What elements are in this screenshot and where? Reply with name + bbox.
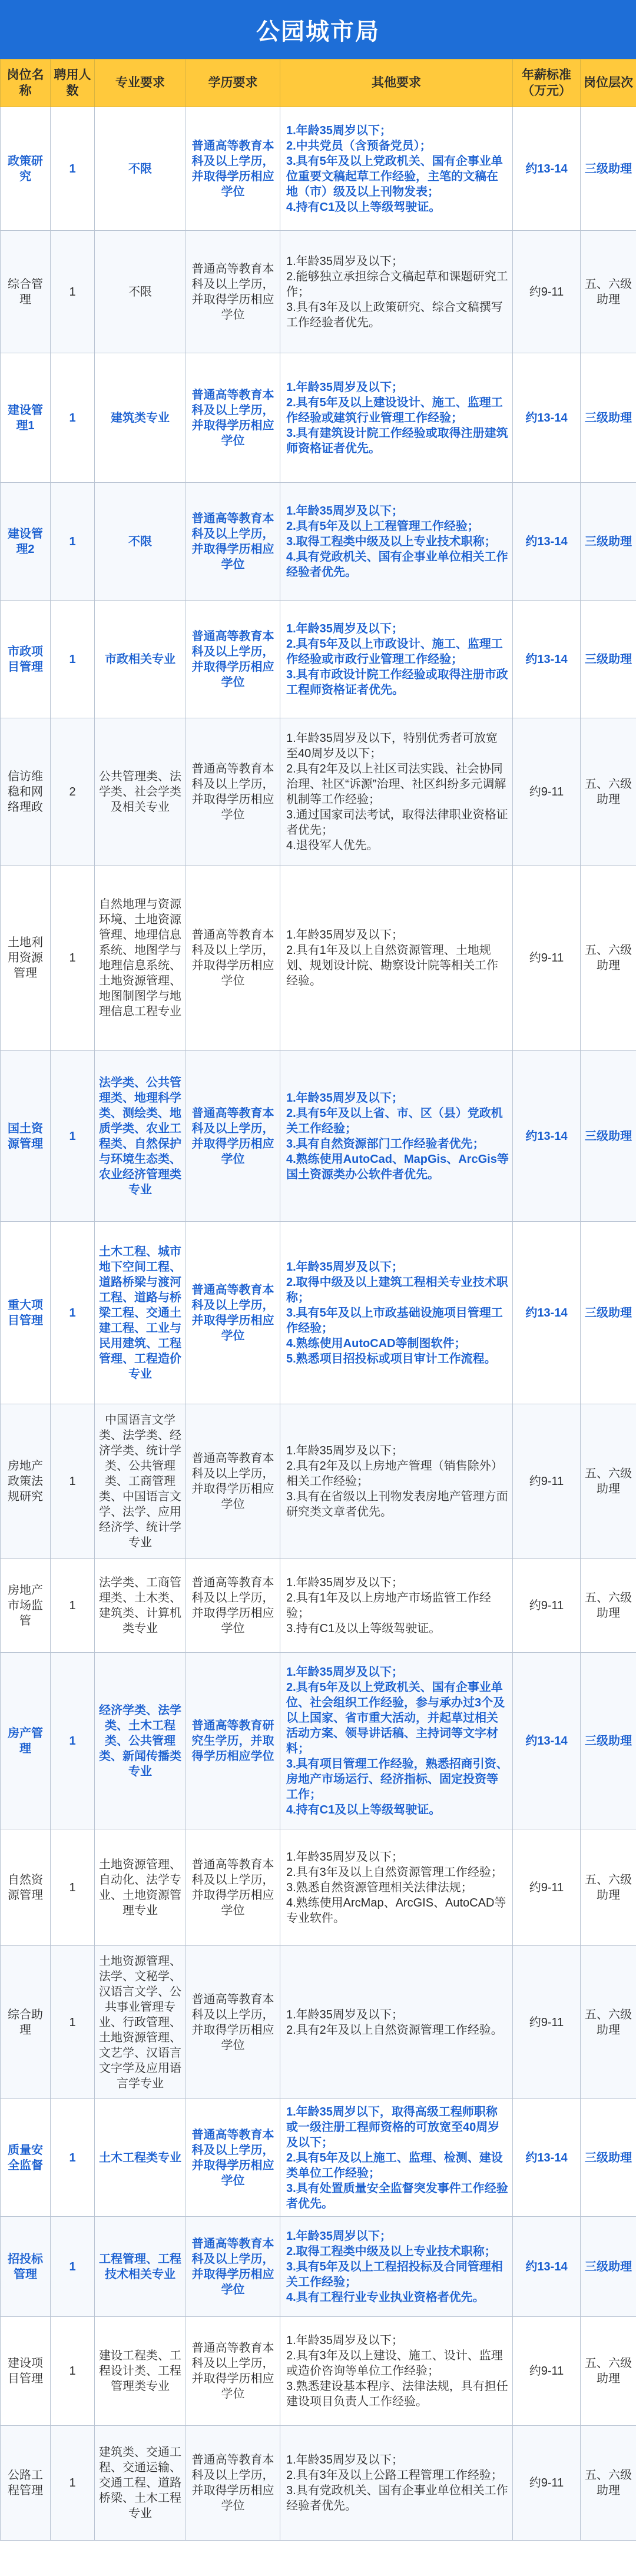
headcount-cell: 1 [51,107,95,231]
requirements-cell: 1.年龄35周岁及以下； 2.具有3年及以上建设、施工、设计、监理或造价咨询等单位工作经验； 3.熟悉建设基本程序、法律法规，具有担任建设项目负责人工作经验。 [280,2317,513,2426]
level-cell: 五、六级助理 [581,1559,636,1653]
table-row [1,1829,636,1946]
requirements-cell: 1.年龄35周岁及以下； 2.取得中级及以上建筑工程相关专业技术职称； 3.具有5年及以上市政基础设施项目管理工作经验； 4.熟练使用AutoCAD等制图软件； 5.熟悉项目招投标或项目审计工作流程。 [280,1222,513,1404]
level-cell: 三级助理 [581,353,636,483]
education-cell: 普通高等教育本科及以上学历，并取得学历相应学位 [186,2317,280,2426]
major-cell: 土木工程类专业 [95,2099,186,2217]
salary-cell: 约9-11 [513,2426,581,2541]
table-row [1,353,636,483]
requirements-cell: 1.年龄35周岁及以下； 2.具有5年及以上党政机关、国有企事业单位、社会组织工作经验，参与承办过3个及以上国家、省市重大活动，并起草过相关活动方案、领导讲话稿、主持词等文字材料； 3.具有项目管理工作经验，熟悉招商引资、房地产市场运行、经济指标、固定投资等工作； 4.持有C1及以上等级驾驶证。 [280,1653,513,1829]
level-cell: 五、六级助理 [581,718,636,866]
requirements-cell: 1.年龄35周岁及以下； 2.具有1年及以上自然资源管理、土地规划、规划设计院、勘察设计院等相关工作经验。 [280,866,513,1051]
job-name-cell: 国土资源管理 [1,1051,51,1222]
major-cell: 自然地理与资源环境、土地资源管理、地理信息系统、地图学与地理信息系统、土地资源管理、地图制图学与地理信息工程专业 [95,866,186,1051]
headcount-cell: 1 [51,1404,95,1559]
level-cell: 五、六级助理 [581,2317,636,2426]
major-cell: 不限 [95,107,186,231]
salary-cell: 约9-11 [513,1404,581,1559]
headcount-cell: 2 [51,718,95,866]
table-row [1,718,636,866]
requirements-cell: 1.年龄35周岁及以下； 2.具有5年及以上市政设计、施工、监理工作经验或市政行业管理工作经验； 3.具有市政设计院工作经验或取得注册市政工程师资格证者优先。 [280,601,513,718]
headcount-cell: 1 [51,866,95,1051]
table-row [1,2217,636,2317]
requirements-cell: 1.年龄35周岁以下； 2.取得工程类中级及以上专业技术职称； 3.具有5年及以上工程招投标及合同管理相关工作经验； 4.具有工程行业专业执业资格者优先。 [280,2217,513,2317]
header-cell-name: 岗位名称 [1,59,51,107]
header-cell-major: 专业要求 [95,59,186,107]
headcount-cell: 1 [51,1222,95,1404]
headcount-cell: 1 [51,231,95,353]
major-cell: 土地资源管理、自动化、法学专业、土地资源管理专业 [95,1829,186,1946]
job-name-cell: 综合助理 [1,1946,51,2099]
major-cell: 法学类、工商管理类、土木类、建筑类、计算机类专业 [95,1559,186,1653]
level-cell: 五、六级助理 [581,1404,636,1559]
salary-cell: 约9-11 [513,866,581,1051]
requirements-cell: 1.年龄35周岁及以下，特别优秀者可放宽至40周岁及以下； 2.具有2年及以上社区司法实践、社会协同治理、社区“诉源”治理、社区纠纷多元调解机制等工作经验； 3.通过国家司法考试，取得法律职业资格证者优先； 4.退役军人优先。 [280,718,513,866]
headcount-cell: 1 [51,1946,95,2099]
job-name-cell: 综合管理 [1,231,51,353]
major-cell: 中国语言文学类、法学类、经济学类、统计学类、公共管理类、工商管理类、中国语言文学、法学、应用经济学、统计学专业 [95,1404,186,1559]
header-row [1,59,636,107]
job-name-cell: 房产管理 [1,1653,51,1829]
requirements-cell: 1.年龄35周岁及以下； 2.具有5年及以上省、市、区（县）党政机关工作经验； 3.具有自然资源部门工作经验者优先； 4.熟练使用AutoCad、MapGis、ArcGis等国土资源类办公软件者优先。 [280,1051,513,1222]
major-cell: 市政相关专业 [95,601,186,718]
job-name-cell: 房地产市场监管 [1,1559,51,1653]
education-cell: 普通高等教育本科及以上学历，并取得学历相应学位 [186,231,280,353]
table-row [1,1653,636,1829]
level-cell: 三级助理 [581,1051,636,1222]
table-row [1,483,636,601]
level-cell: 三级助理 [581,1653,636,1829]
requirements-cell: 1.年龄35周岁及以下； 2.具有2年及以上自然资源管理工作经验。 [280,1946,513,2099]
level-cell: 五、六级助理 [581,231,636,353]
education-cell: 普通高等教育本科及以上学历，并取得学历相应学位 [186,1222,280,1404]
job-name-cell: 公路工程管理 [1,2426,51,2541]
major-cell: 法学类、公共管理类、地理科学类、测绘类、地质学类、农业工程类、自然保护与环境生态类、农业经济管理类专业 [95,1051,186,1222]
table-row [1,1404,636,1559]
level-cell: 三级助理 [581,483,636,601]
education-cell: 普通高等教育本科及以上学历，并取得学历相应学位 [186,1404,280,1559]
table-row [1,2317,636,2426]
table-row [1,1946,636,2099]
requirements-cell: 1.年龄35周岁及以下； 2.具有3年及以上自然资源管理工作经验； 3.熟悉自然资源管理相关法律法规； 4.熟练使用ArcMap、ArcGIS、AutoCAD等专业软件。 [280,1829,513,1946]
education-cell: 普通高等教育本科及以上学历，并取得学历相应学位 [186,483,280,601]
headcount-cell: 1 [51,483,95,601]
job-name-cell: 质量安全监督 [1,2099,51,2217]
job-name-cell: 建设项目管理 [1,2317,51,2426]
job-name-cell: 招投标管理 [1,2217,51,2317]
salary-cell: 约13-14 [513,483,581,601]
education-cell: 普通高等教育本科及以上学历，并取得学历相应学位 [186,2099,280,2217]
education-cell: 普通高等教育本科及以上学历，并取得学历相应学位 [186,1946,280,2099]
level-cell: 五、六级助理 [581,1829,636,1946]
major-cell: 不限 [95,483,186,601]
headcount-cell: 1 [51,601,95,718]
salary-cell: 约13-14 [513,107,581,231]
table-row [1,1559,636,1653]
header-cell-level: 岗位层次 [581,59,636,107]
header-cell-count: 聘用人数 [51,59,95,107]
table-row [1,2426,636,2541]
headcount-cell: 1 [51,2217,95,2317]
job-name-cell: 土地利用资源管理 [1,866,51,1051]
job-name-cell: 建设管理2 [1,483,51,601]
headcount-cell: 1 [51,2099,95,2217]
requirements-cell: 1.年龄35周岁及以下； 2.能够独立承担综合文稿起草和课题研究工作； 3.具有3年及以上政策研究、综合文稿撰写工作经验者优先。 [280,231,513,353]
table-row [1,601,636,718]
salary-cell: 约9-11 [513,1946,581,2099]
salary-cell: 约13-14 [513,2099,581,2217]
requirements-cell: 1.年龄35周岁及以下； 2.具有5年及以上工程管理工作经验； 3.取得工程类中级及以上专业技术职称； 4.具有党政机关、国有企事业单位相关工作经验者优先。 [280,483,513,601]
header-cell-education: 学历要求 [186,59,280,107]
major-cell: 建筑类、交通工程、交通运输、交通工程、道路桥梁、土木工程专业 [95,2426,186,2541]
table-row [1,1222,636,1404]
major-cell: 建筑类专业 [95,353,186,483]
table-row [1,1051,636,1222]
education-cell: 普通高等教育研究生学历，并取得学历相应学位 [186,1653,280,1829]
job-name-cell: 信访维稳和网络理政 [1,718,51,866]
table-row [1,866,636,1051]
headcount-cell: 1 [51,1051,95,1222]
headcount-cell: 1 [51,1653,95,1829]
salary-cell: 约9-11 [513,718,581,866]
major-cell: 工程管理、工程技术相关专业 [95,2217,186,2317]
job-name-cell: 重大项目管理 [1,1222,51,1404]
salary-cell: 约9-11 [513,2317,581,2426]
requirements-cell: 1.年龄35周岁及以下； 2.具有5年及以上建设设计、施工、监理工作经验或建筑行业管理工作经验； 3.具有建筑设计院工作经验或取得注册建筑师资格证者优先。 [280,353,513,483]
major-cell: 公共管理类、法学类、社会学类及相关专业 [95,718,186,866]
job-name-cell: 市政项目管理 [1,601,51,718]
education-cell: 普通高等教育本科及以上学历，并取得学历相应学位 [186,107,280,231]
major-cell: 土地资源管理、法学、文秘学、汉语言文学、公共事业管理专业、行政管理、土地资源管理、文艺学、汉语言文字学及应用语言学专业 [95,1946,186,2099]
job-name-cell: 政策研究 [1,107,51,231]
education-cell: 普通高等教育本科及以上学历，并取得学历相应学位 [186,1559,280,1653]
level-cell: 五、六级助理 [581,2426,636,2541]
salary-cell: 约9-11 [513,231,581,353]
level-cell: 三级助理 [581,601,636,718]
salary-cell: 约9-11 [513,1829,581,1946]
salary-cell: 约9-11 [513,1559,581,1653]
level-cell: 三级助理 [581,2099,636,2217]
job-name-cell: 建设管理1 [1,353,51,483]
level-cell: 五、六级助理 [581,1946,636,2099]
headcount-cell: 1 [51,1829,95,1946]
headcount-cell: 1 [51,2426,95,2541]
requirements-cell: 1.年龄35周岁及以下； 2.具有3年及以上公路工程管理工作经验； 3.具有党政机关、国有企事业单位相关工作经验者优先。 [280,2426,513,2541]
salary-cell: 约13-14 [513,1653,581,1829]
level-cell: 三级助理 [581,2217,636,2317]
header-cell-salary: 年薪标准（万元） [513,59,581,107]
major-cell: 不限 [95,231,186,353]
salary-cell: 约13-14 [513,1222,581,1404]
requirements-cell: 1.年龄35周岁以下； 2.中共党员（含预备党员）； 3.具有5年及以上党政机关、国有企事业单位重要文稿起草工作经验，主笔的文稿在地（市）级及以上刊物发表； 4.持有C1及以上等级驾驶证。 [280,107,513,231]
title-banner [0,0,636,59]
major-cell: 土木工程、城市地下空间工程、道路桥梁与渡河工程、道路与桥梁工程、交通土建工程、工业与民用建筑、工程管理、工程造价专业 [95,1222,186,1404]
table-body [1,107,636,2541]
table-row [1,107,636,231]
education-cell: 普通高等教育本科及以上学历，并取得学历相应学位 [186,2217,280,2317]
headcount-cell: 1 [51,353,95,483]
header-cell-requirements: 其他要求 [280,59,513,107]
page-title: 公园城市局 [256,18,380,45]
salary-cell: 约13-14 [513,601,581,718]
requirements-cell: 1.年龄35周岁以下，取得高级工程师职称或一级注册工程师资格的可放宽至40周岁及以下； 2.具有5年及以上施工、监理、检测、建设类单位工作经验； 3.具有处置质量安全监督突发事件工作经验者优先。 [280,2099,513,2217]
table-row [1,231,636,353]
job-name-cell: 房地产政策法规研究 [1,1404,51,1559]
table-row [1,2099,636,2217]
education-cell: 普通高等教育本科及以上学历，并取得学历相应学位 [186,718,280,866]
requirements-cell: 1.年龄35周岁及以下； 2.具有1年及以上房地产市场监管工作经验； 3.持有C1及以上等级驾驶证。 [280,1559,513,1653]
job-name-cell: 自然资源管理 [1,1829,51,1946]
salary-cell: 约13-14 [513,2217,581,2317]
level-cell: 三级助理 [581,107,636,231]
major-cell: 建设工程类、工程设计类、工程管理类专业 [95,2317,186,2426]
salary-cell: 约13-14 [513,353,581,483]
education-cell: 普通高等教育本科及以上学历，并取得学历相应学位 [186,1051,280,1222]
salary-cell: 约13-14 [513,1051,581,1222]
education-cell: 普通高等教育本科及以上学历，并取得学历相应学位 [186,2426,280,2541]
education-cell: 普通高等教育本科及以上学历，并取得学历相应学位 [186,1829,280,1946]
education-cell: 普通高等教育本科及以上学历，并取得学历相应学位 [186,601,280,718]
headcount-cell: 1 [51,2317,95,2426]
requirements-cell: 1.年龄35周岁及以下； 2.具有2年及以上房地产管理（销售除外）相关工作经验； 3.具有在省级以上刊物发表房地产管理方面研究类文章者优先。 [280,1404,513,1559]
jobs-table [0,59,636,2541]
level-cell: 五、六级助理 [581,866,636,1051]
headcount-cell: 1 [51,1559,95,1653]
education-cell: 普通高等教育本科及以上学历，并取得学历相应学位 [186,353,280,483]
education-cell: 普通高等教育本科及以上学历，并取得学历相应学位 [186,866,280,1051]
level-cell: 三级助理 [581,1222,636,1404]
major-cell: 经济学类、法学类、土木工程类、公共管理类、新闻传播类专业 [95,1653,186,1829]
